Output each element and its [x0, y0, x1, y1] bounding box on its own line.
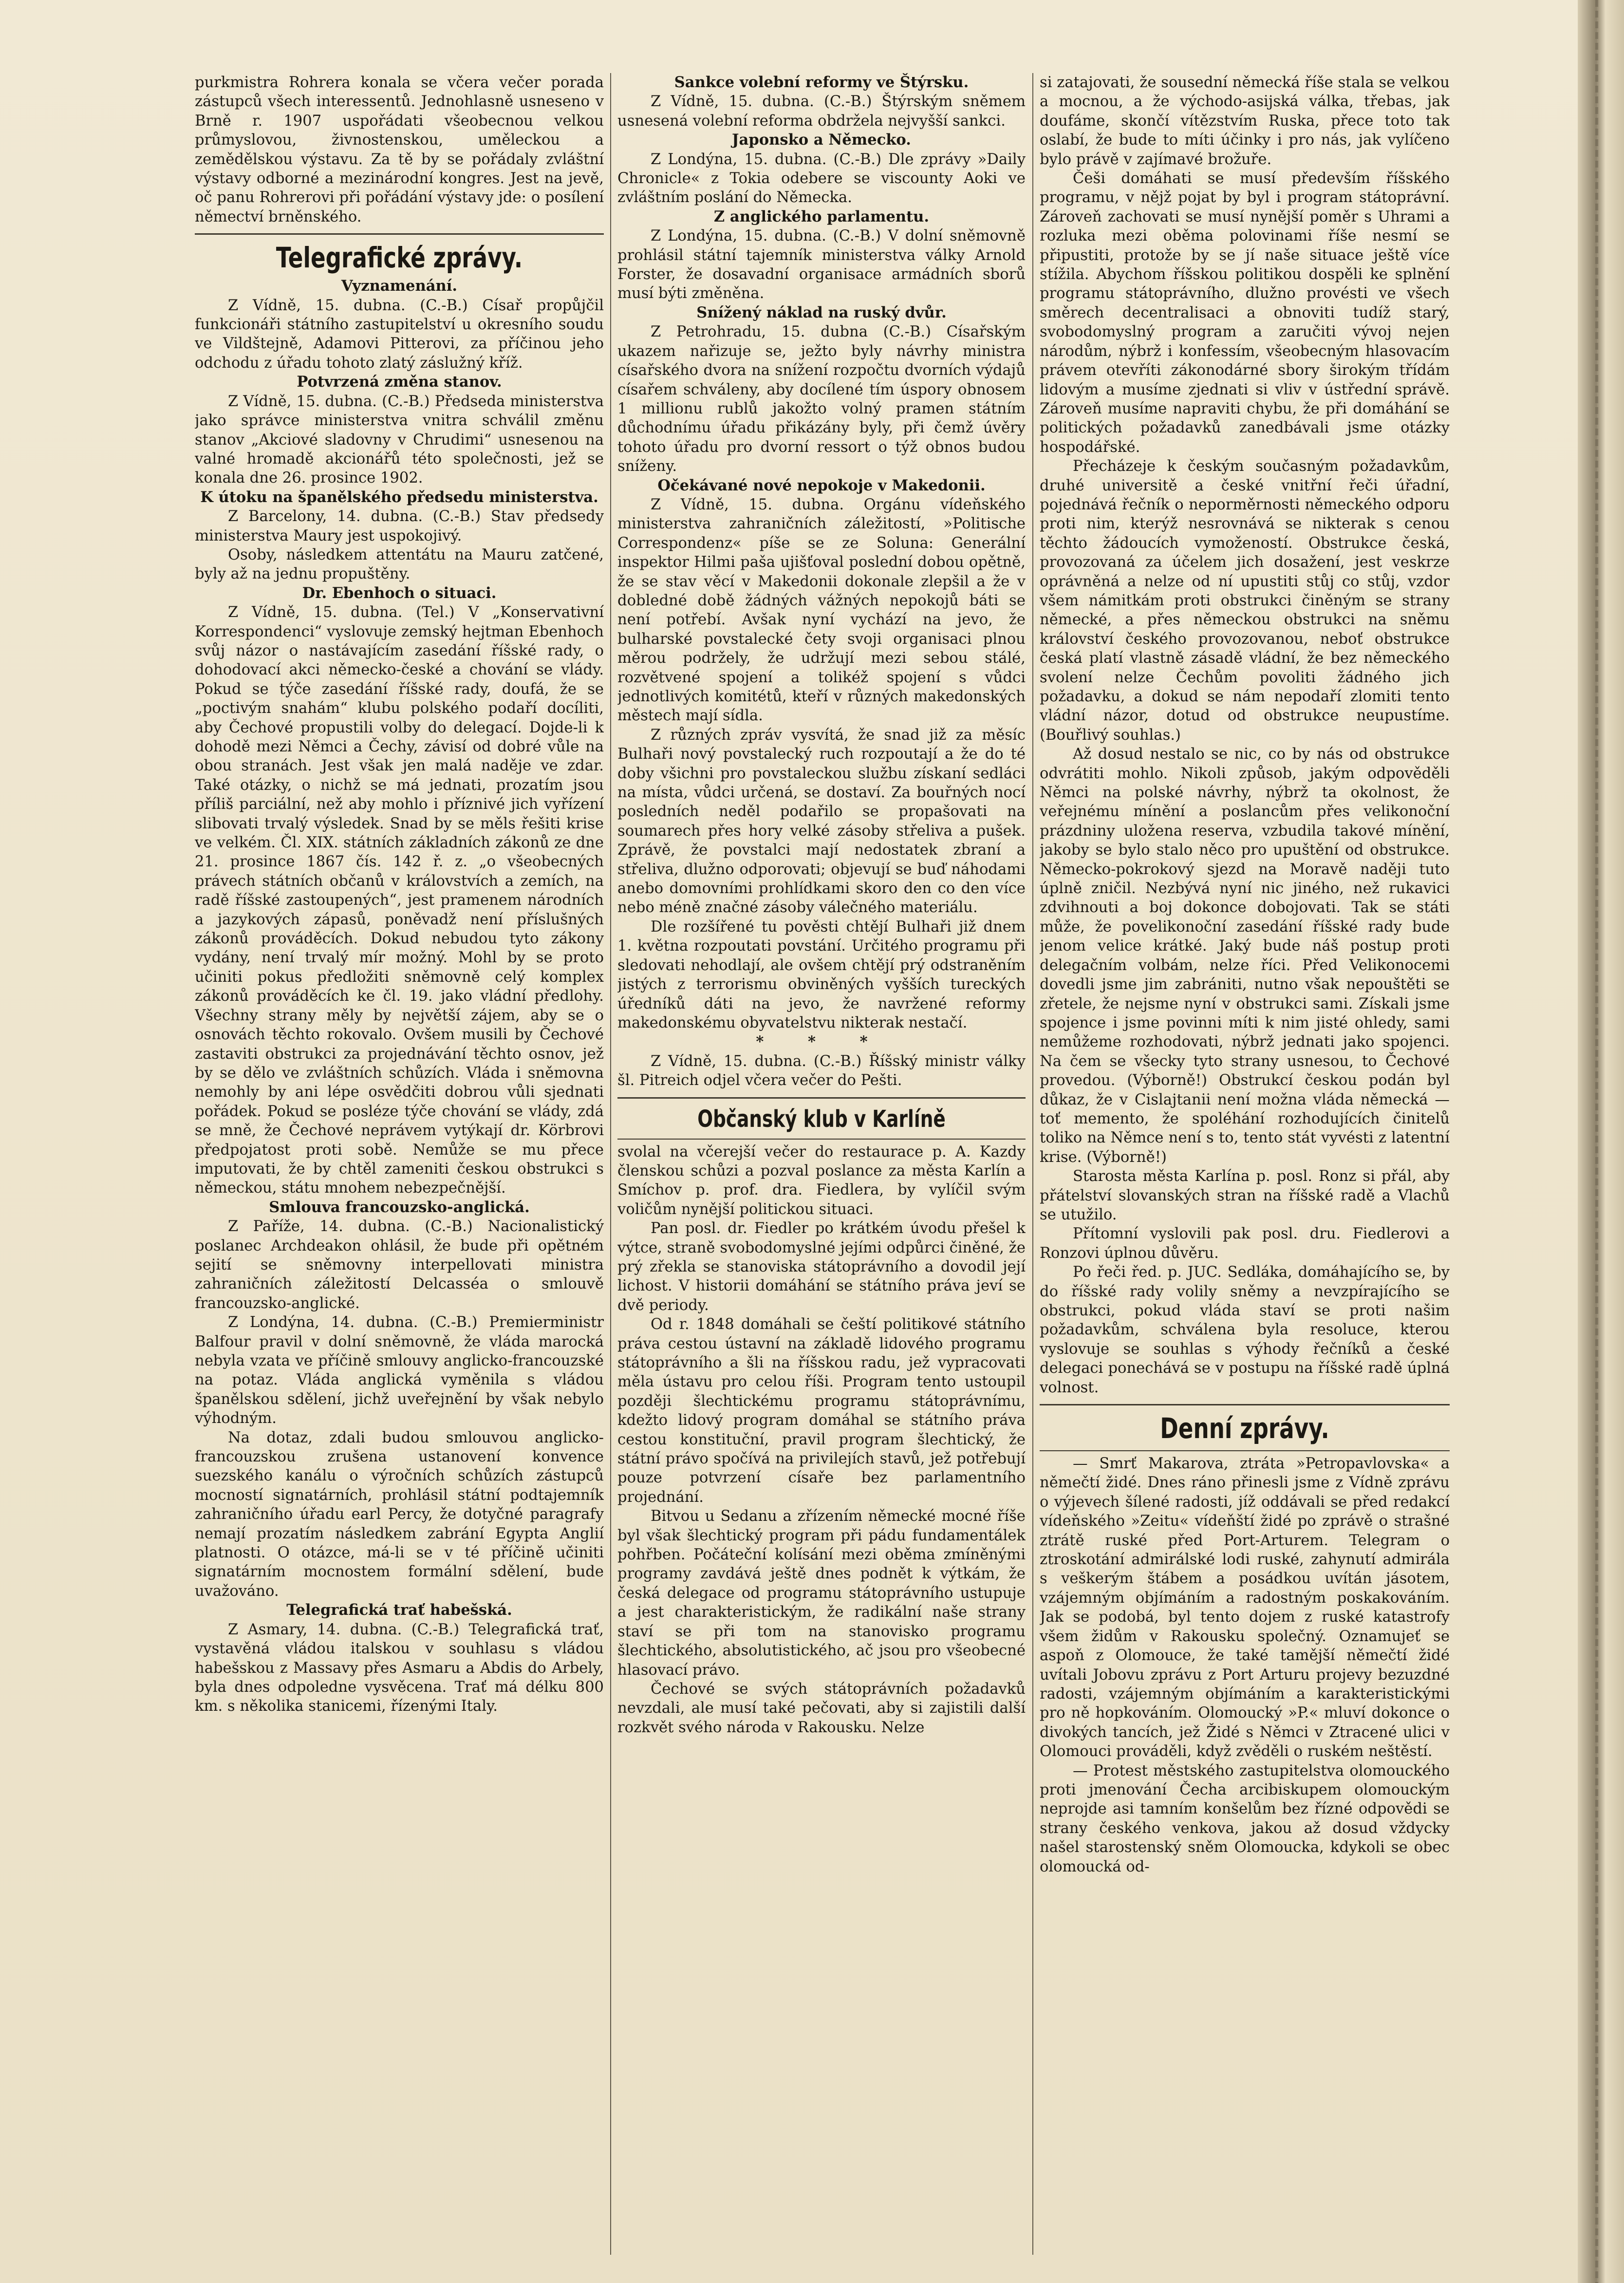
- subheading-smlouva: Smlouva francouzsko-anglická.: [269, 1198, 530, 1216]
- article-parlament: Z Londýna, 15. dubna. (C.-B.) V dolní sněmovně prohlásil státní tajemník ministerstva války Arnold Forster, že dosavadní organisace armádních sborů musí býti změněna.: [617, 227, 1026, 302]
- subheading-ebenhoch: Dr. Ebenhoch o situaci.: [302, 584, 497, 602]
- heading-rule: [1040, 1450, 1450, 1451]
- subheading-makedonie: Očekávané nové nepokoje v Makedonii.: [657, 476, 986, 494]
- column-divider: [610, 73, 611, 2255]
- subheading-japonsko: Japonsko a Německo.: [732, 131, 911, 149]
- subheading-parlament: Z anglického parlamentu.: [713, 207, 930, 225]
- article-vyznamenani: Z Vídně, 15. dubna. (C.-B.) Císař propůjčil funkcionáři státního zastupitelství u okresního soudu ve Vildštejně, Adamovi Pitterovi, za příčinou jeho odchodu z úřadu tohoto zlatý záslužný kříž.: [195, 297, 604, 372]
- subheading-vyznamenani: Vyznamenání.: [341, 277, 458, 295]
- heading-rule: [617, 1139, 1026, 1140]
- article-japonsko: Z Londýna, 15. dubna. (C.-B.) Dle zprávy »Daily Chronicle« z Tokia odebere se viscounty Aoki ve zvláštním poslání do Německa.: [617, 150, 1026, 206]
- article-makedonie-3: Dle rozšířené tu pověsti chtějí Bulhaři již dnem 1. května rozpoutati povstání. Určitého programu při sledovati nehodlají, ale ovšem chtějí prý odstraněním jistých z terrorismu obviněných vyšších tureckých úředníků dáti na jevo, že navržené reformy makedonskému obyvatelstvu nikterak nestačí.: [617, 918, 1026, 1031]
- subheading-habesska: Telegrafická trať habešská.: [286, 1601, 512, 1619]
- subheading-styrsko: Sankce volební reformy ve Štýrsku.: [674, 74, 969, 91]
- article-naklad: Z Petrohradu, 15. dubna (C.-B.) Císařským ukazem nařizuje se, ježto byly návrhy ministra císařského dvora na snížení rozpočtu dvorních výdajů císařem schváleny, aby docílené tím úspory obnosem 1 millionu rublů jakožto volný pramen státním důchodnímu úřadu přikázány byly, při čemž úvěry tohoto úřadu pro dvorní ressort o týž obnos budou sníženy.: [617, 323, 1026, 475]
- section-rule: [1040, 1404, 1450, 1405]
- article-klub-cont-4: Až dosud nestalo se nic, co by nás od obstrukce odvrátiti mohlo. Nikoli způsob, jakým odpověděli Němci na polské návrhy, nýbrž ta okolnost, že veřejnému mínění a poslancům přes velikonoční prázdniny uložena reserva, vzbudila takové mínění, jakoby se bylo stalo něco pro upuštění od obstrukce. Německo-pokrokový sjezd na Moravě naději tuto úplně zničil. Nezbývá nyní nic jiného, než rukavici zdvihnouti a boj dokonce dobojovati. Tak se státi může, že povelikonoční zasedání říšské rady bude jenom velice krátké. Jaký bude náš postup proti delegačním volbám, nelze říci. Před Velikonocemi dovedli jsme jim zabrániti, nutno však nepouštěti se zřetele, že nejsme nyní v obstrukci sami. Získali jsme spojence i jsme povinni míti k nim jisté ohledy, sami nemůžeme rozhodovati, nýbrž jednati jako spojenci. Na čem se všecky tyto strany usnesou, to Čechové provedou. (Výborně!) Obstrukcí českou podán byl důkaz, že v Cislajtanii není možna vláda německá — toť memento, že spoléhání rozhodujících činitelů toliko na Němce není s to, tento stát vyvésti z latentní krise. (Výborně!): [1040, 746, 1450, 1166]
- article-rohrer-exhibition: purkmistra Rohrera konala se včera večer porada zástupců všech interessentů. Jednohlasně usneseno v Brně r. 1907 uspořádati všeobecnou velkou průmyslovou, živnostenskou, uměleckou a zemědělskou výstavu. Za tě by se pořádaly zvláštní výstavy odborné a mezinárodní kongres. Jest na jevě, oč panu Rohrerovi při pořádání výstavy jde: o posílení němectví brněnského.: [195, 74, 604, 225]
- article-makedonie-1: Z Vídně, 15. dubna. Orgánu vídeňského ministerstva zahraničních záležitostí, »Politische Correspondenz« píše se ze Soluna: Generální inspektor Hilmi paša ujišťoval poslední dobou opětně, že se stav věcí v Makedonii dokonale zlepšil a že v dobledné době žádných vážných nepokojů báti se není potřebí. Avšak nyní vychází na jevo, že bulharské povstalecké čety svoji organisaci plnou měrou podržely, že udržují mezi sebou stálé, rozvětvené spojení a tolikéž spojení s vůdci jednotlivých komitétů, kteří v různých makedonských městech mají sídla.: [617, 496, 1026, 725]
- article-smlouva-2: Z Londýna, 14. dubna. (C.-B.) Premierministr Balfour pravil v dolní sněmovně, že vláda marocká nebyla vzata ve příčině smlouvy anglicko-francouzské na potaz. Vláda anglická vyměnila s vládou španělskou sdělení, jichž uveřejnění by však nebylo výhodným.: [195, 1314, 604, 1427]
- article-protest: — Protest městského zastupitelstva olomouckého proti jmenování Čecha arcibiskupem olomouckým neprojde asi tamním konšelům bez řízné odpovědi se strany českého venkova, jakou až dosud vždycky našel starostenský sněm Olomoucka, kdykoli se obec olomoucká od-: [1040, 1762, 1450, 1875]
- separator-stars: * * *: [756, 1033, 887, 1051]
- article-klub-2: Pan posl. dr. Fiedler po krátkém úvodu přešel k výtce, straně svobodomyslné jejími odpůrci činěné, že prý zřekla se stanoviska státoprávního a dovodil její lichost. V historii domáhání se státního práva jeví se dvě periody.: [617, 1220, 1026, 1314]
- binding-edge: [1578, 0, 1624, 2283]
- article-smlouva-3: Na dotaz, zdali budou smlouvou anglicko-francouzskou zrušena ustanovení konvence suezského kanálu o výročních schůzích zástupců mocností signatárních, prohlásil státní podtajemník zahraničního úřadu earl Percy, že dotyčné paragrafy nemají prozatím následkem zabrání Egypta Anglií platnosti. O otázce, má-li se v té příčině učiniti signatárním mocnostem formální sdělení, bude uvažováno.: [195, 1429, 604, 1600]
- column-right: [1040, 73, 1450, 2255]
- article-klub-cont-1: si zatajovati, že sousední německá říše stala se velkou a mocnou, a že východo-asijská válka, třebas, jak doufáme, skončí vítězstvím Ruska, přece toto tak oslabí, že bude to míti účinky i pro nás, jak vylíčeno bylo právě v zajímavé brožuře.: [1040, 74, 1450, 168]
- article-utok-1: Z Barcelony, 14. dubna. (C.-B.) Stav předsedy ministerstva Maury jest uspokojivý.: [195, 508, 604, 544]
- subheading-naklad: Snížený náklad na ruský dvůr.: [696, 303, 947, 321]
- article-klub-5: Čechové se svých státoprávních požadavků nevzdali, ale musí také pečovati, aby si zajistili další rozkvět svého národa v Rakousku. Nelze: [617, 1680, 1026, 1736]
- article-habesska: Z Asmary, 14. dubna. (C.-B.) Telegrafická trať, vystavěná vládou italskou v souhlasu s vládou habešskou z Massavy přes Asmaru a Abdis do Arbely, byla dnes odpoledne vysvěcena. Trať má délku 800 km. s několika stanicemi, řízenými Italy.: [195, 1621, 604, 1715]
- column-divider: [1032, 73, 1033, 2255]
- article-klub-cont-2: Češi domáhati se musí především říšského programu, v nějž pojat by byl i program státoprávní. Zároveň zachovati se musí nynější poměr s Uhrami a rozluka mezi oběma polovinami říše nesmí se připustiti, protože by se jí naše situace ještě více stížila. Abychom říšskou politikou dospěli ke splnění programu státoprávního, dlužno provésti ve všech směrech decentralisaci a obnoviti tudíž starý, svobodomyslný program a zaručiti vývoj nejen národům, nýbrž i konfessím, všeobecným hlasovacím právem otevříti zákonodárné sbory širokým třídám lidovým a musíme zjednati si vliv v ústřední správě. Zároveň musíme napraviti chybu, že při domáhání se politických požadavků zanedbávali jsme otázky hospodářské.: [1040, 170, 1450, 456]
- section-heading-telegrams: Telegrafické zprávy.: [276, 241, 523, 275]
- article-ebenhoch: Z Vídně, 15. dubna. (Tel.) V „Konservativní Korrespondenci“ vyslovuje zemský hejtman Ebenhoch svůj názor o nastávajícím zasedání říšské rady, o dohodovací akci německo-české a chování se vlády. Pokud se týče zasedání říšské rady, doufá, že se „poctivým snahám“ klubu polského podaří docíliti, aby Čechové propustili volby do delegací. Dojde-li k dohodě mezi Němci a Čechy, závisí od dobré vůle na obou stranách. Jest však jen malá naděje ve zdar. Také otázky, o nichž se má jednati, prozatím jsou příliš parciální, než aby mohlo i příznivé jich vyřízení slibovati trvalý výsledek. Snad by se měls řešiti krise ve velkém. Čl. XIX. státních základních zákonů ze dne 21. prosince 1867 čís. 142 ř. z. „o všeobecných právech státních občanů v královstvích a zemích, na radě říšské zastoupených“, jest pramenem národních a jazykových zápasů, poněvadž není příslušných zákonů prováděcích. Dokud nebudou tyto zákony vydány, není trvalý mír možný. Mohl by se proto učiniti pokus předložiti sněmovně celý komplex zákonů prováděcích ke čl. 19. jako vládní předlohy. Všechny strany měly by největší zájem, aby se o osnovách těchto rokovalo. Ovšem musili by Čechové zastaviti obstrukci za projednávání těchto osnov, jež by se dělo ve zvláštních schůzích. Vláda i sněmovna nemohly by ani lépe osvědčiti dobrou vůli sjednati pořádek. Pokud se posléze týče chování se vlády, zdá se mně, že Čechové neprávem vytýkají dr. Körbrovi předpojatost proti sobě. Nemůže se mu přece imputovati, že by chtěl zameniti českou obstrukci s německou, státu mnohem nebezpečnější.: [195, 604, 604, 1197]
- article-utok-2: Osoby, následkem attentátu na Mauru zatčené, byly až na jednu propuštěny.: [195, 546, 604, 583]
- article-styrsko: Z Vídně, 15. dubna. (C.-B.) Štýrským sněmem usnesená volební reforma obdržela nejvyšší sankci.: [617, 93, 1026, 130]
- article-klub-cont-3: Přecházeje k českým současným požadavkům, druhé universitě a české vnitřní řeči úřadní, pojednává řečník o neporměrnosti německého odporu proti nim, kterýž nesrovnává se nikterak s cenou těchto žádoucích vymožeností. Obstrukce česká, provozovaná za účelem jich dosažení, jest veskrze oprávněná a nelze od ní upustiti stůj co stůj, vzdor všem námitkám proti obstrukci činěným se strany německé, a přes německou obstrukci na sněmu království českého provozovanou, neboť obstrukce česká platí vlastně zásadě vládní, že bez německého svolení nelze Čechům povoliti žádného jich požadavku, a dokud se nám nepodaří zlomiti tento vládní názor, dotud od obstrukce neupustíme. (Bouřlivý souhlas.): [1040, 458, 1450, 744]
- section-heading-denni: Denní zprávy.: [1160, 1412, 1329, 1445]
- subheading-utok: K útoku na španělského předsedu ministerstva.: [200, 488, 598, 506]
- article-klub-cont-6: Přítomní vyslovili pak posl. dru. Fiedlerovi a Ronzovi úplnou důvěru.: [1040, 1225, 1450, 1262]
- article-makarov: — Smrť Makarova, ztráta »Petropavlovska« a němečtí židé. Dnes ráno přinesli jsme z Vídně zprávu o výjevech šílené radosti, jíž oddávali se před redakcí vídeňského »Zeitu« vídeňští židé po zprávě o strašné ztrátě ruské před Port-Arturem. Telegram o ztroskotání admirálské lodi ruské, zahynutí admirála s veškerým štábem a posádkou uvítán jásotem, vzájemným objímáním a radostným poskakováním. Jak se podobá, byl tento dojem z ruské katastrofy všem židům v Rakousku společný. Oznamujeť se aspoň z Olomouce, že také tamější němečtí židé uvítali Jobovu zprávu z Port Arturu projevy bezuzdné radosti, vzájemným objímáním a karakteristickými pro ně hopkováním. Olomoucký »P.« mluví dokonce o divokých tancích, jež Židé s Němci v Ztracené ulici v Olomouci prováděli, když zvěděli o ruském neštěstí.: [1040, 1455, 1450, 1760]
- article-makedonie-2: Z různých zpráv vysvítá, že snad již za měsíc Bulhaři nový povstalecký ruch rozpoutají a že do té doby všichni pro povstaleckou službu získaní sedláci na místa, vůdci určená, se dostaví. Za bouřných nocí posledních neděl podařilo se propašovati na soumarech přes hory velké zásoby střeliva a pušek. Zprávě, že povstalci mají nedostatek zbraní a střeliva, dlužno odporovati; objevují se buď náhodami anebo domovními prohlídkami skoro den co den více nebo méně značné zásoby válečného materiálu.: [617, 726, 1026, 917]
- column-middle: [617, 73, 1026, 2255]
- article-pitreich: Z Vídně, 15. dubna. (C.-B.) Říšský ministr války šl. Pitreich odjel včera večer do Pešti.: [617, 1052, 1026, 1089]
- section-heading-klub: Občanský klub v Karlíně: [697, 1105, 946, 1133]
- article-stanov: Z Vídně, 15. dubna. (C.-B.) Předseda ministerstva jako správce ministerstva vnitra schválil změnu stanov „Akciové sladovny v Chrudimi“ usnesenou na valné hromadě akcionářů této společnosti, jež se konala dne 26. prosince 1902.: [195, 393, 604, 487]
- section-rule: [617, 1097, 1026, 1099]
- article-klub-3: Od r. 1848 domáhali se čeští politikové státního práva cestou ústavní na základě lidového programu státoprávního a šli na říšskou radu, jež vypracovati měla ústavu pro celou říši. Program tento ustoupil později šlechtickému programu státoprávnímu, kdežto lidový program domáhal se státního práva cestou konstituční, pravil program šlechtický, že státní právo spočívá na privilejích stavů, jež potřebují pouze potvrzení císaře bez parlamentního projednání.: [617, 1316, 1026, 1506]
- section-rule: [195, 233, 604, 235]
- article-klub-1: svolal na včerejší večer do restaurace p. A. Kazdy členskou schůzi a pozval poslance za města Karlín a Smíchov p. prof. dra. Fiedlera, by vylíčil svým voličům nynější politickou situaci.: [617, 1143, 1026, 1218]
- article-smlouva-1: Z Paříže, 14. dubna. (C.-B.) Nacionalistický poslanec Archdeakon ohlásil, že bude při opětném sejití se sněmovny interpellovati ministra zahraničních záležitostí Delcasséa o smlouvě francouzsko-anglické.: [195, 1218, 604, 1312]
- article-klub-4: Bitvou u Sedanu a zřízením německé mocné říše byl však šlechtický program při pádu fundamentálek pohřben. Počáteční kolísání mezi oběma zmíněnými programy zavdává ještě dnes podnět k výtkám, že česká delegace od programu státoprávního ustupuje a jest charakteristickým, že radikální naše strany staví se při tom na stanovisko programu šlechtického, absolutistického, ač jsou pro všeobecné hlasovací právo.: [617, 1508, 1026, 1679]
- article-klub-cont-5: Starosta města Karlína p. posl. Ronz si přál, aby přátelství slovanských stran na říšské radě a Vlachů se utužilo.: [1040, 1168, 1450, 1223]
- subheading-stanov: Potvrzená změna stanov.: [297, 373, 502, 391]
- column-left: [195, 73, 604, 2255]
- article-klub-cont-7: Po řeči řed. p. JUC. Sedláka, domáhajícího se, by do říšské rady volily sněmy a nevzpírajícího se obstrukci, pokud vláda staví se proti našim požadavkům, schválena byla resoluce, kterou vyslovuje se souhlas s výhody řečníků a české delegaci ponechává se v postupu na říšské radě úplná volnost.: [1040, 1264, 1450, 1396]
